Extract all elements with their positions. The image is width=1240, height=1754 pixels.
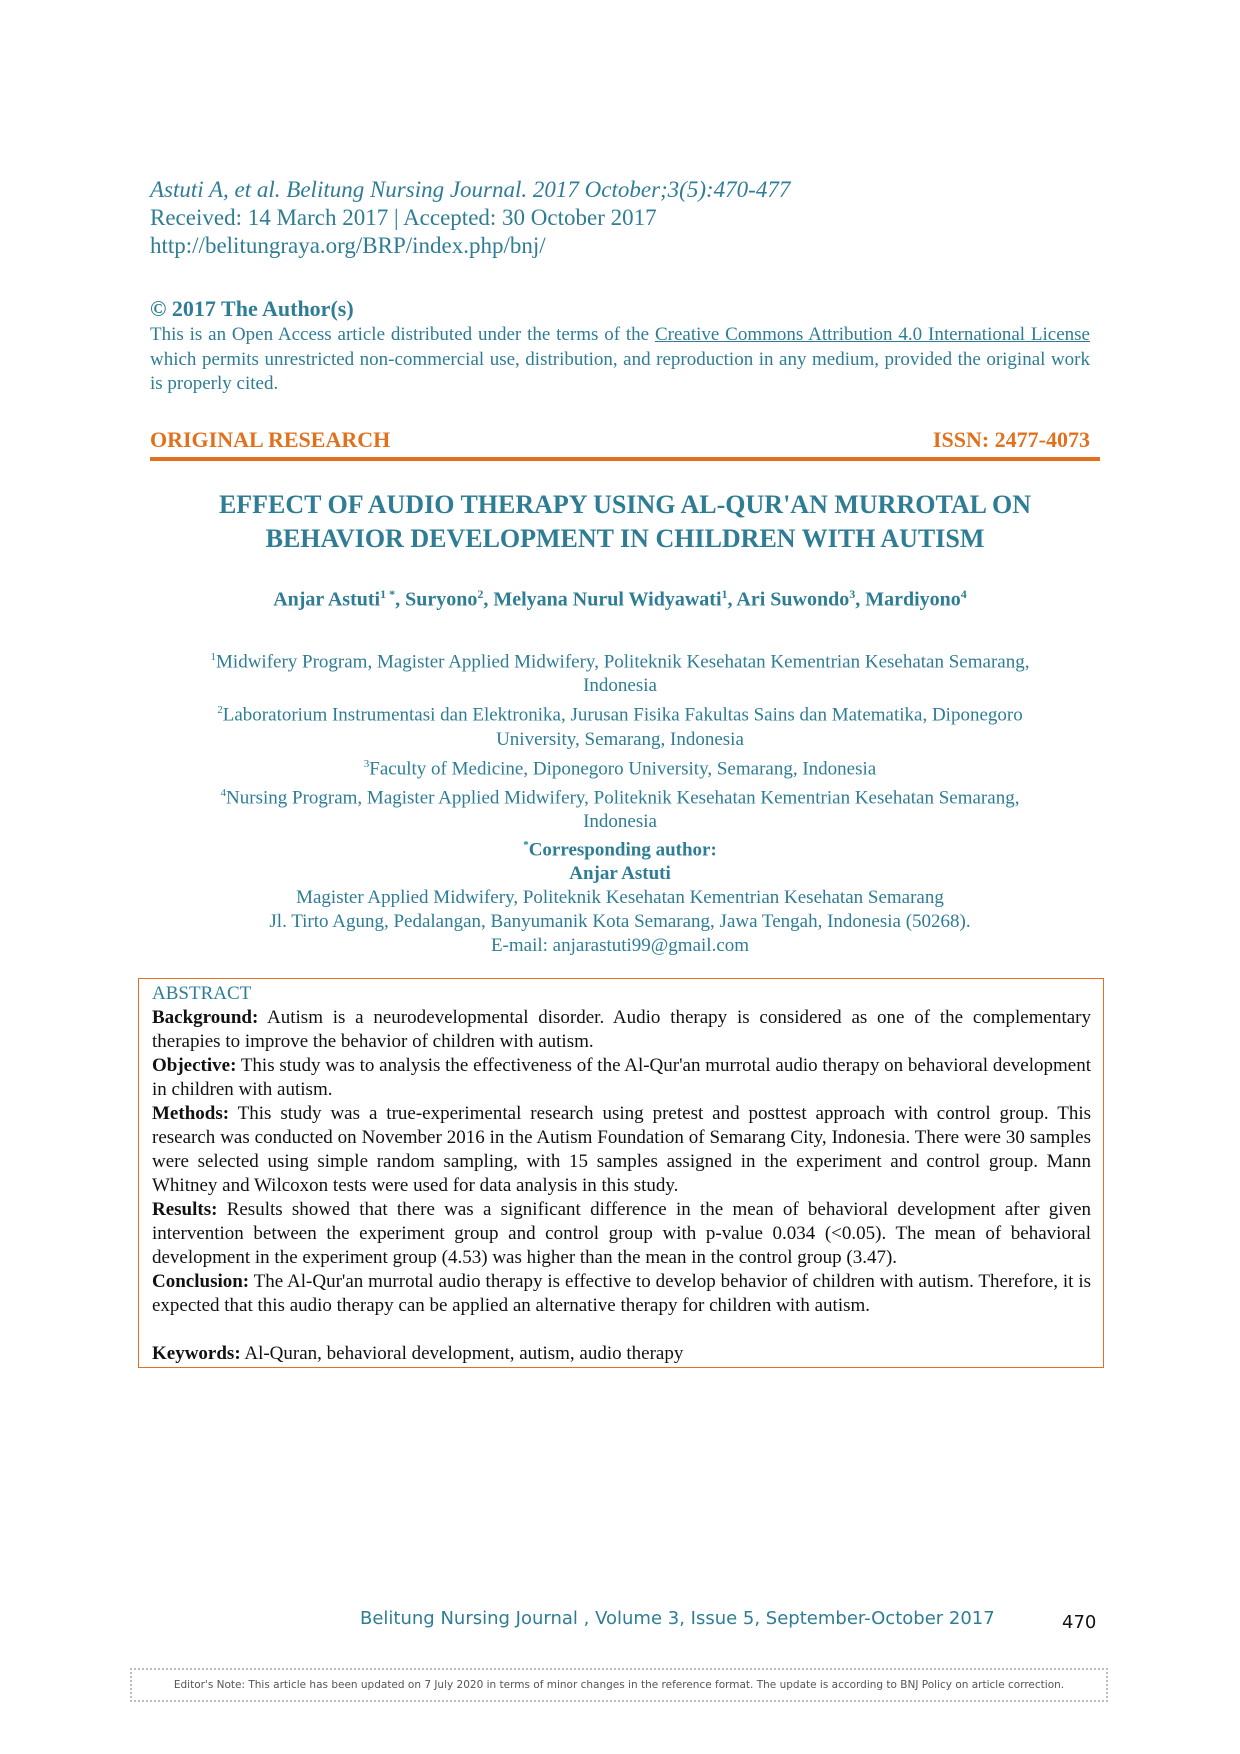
author-name: Anjar Astuti <box>273 588 381 611</box>
author-affiliation-mark: 4 <box>960 587 967 601</box>
author-affiliation-mark: 3 <box>849 587 856 601</box>
abstract-box <box>138 978 1104 1368</box>
license-link[interactable]: Creative Commons Attribution 4.0 International License <box>654 324 1090 345</box>
article-header <box>150 176 1090 260</box>
methods-label: Methods: <box>152 1103 230 1124</box>
license-text-before: This is an Open Access article distributed under the terms of the <box>150 324 655 345</box>
corresponding-author-block <box>150 833 1090 958</box>
abstract-background <box>152 1006 1091 1054</box>
affiliation-item <box>160 645 1080 674</box>
article-type-bar <box>150 425 1100 461</box>
corresponding-address: Jl. Tirto Agung, Pedalangan, Banyumanik Kota Semarang, Jawa Tengah, Indonesia (50268). <box>269 911 971 933</box>
page-number: 470 <box>1062 1612 1097 1633</box>
corresponding-name: Anjar Astuti <box>569 863 671 885</box>
copyright-title: © 2017 The Author(s) <box>150 296 354 321</box>
affiliation-item <box>160 781 1080 810</box>
results-label: Results: <box>152 1199 218 1220</box>
author-affiliation-mark: 1 <box>721 587 728 601</box>
title-line-2: BEHAVIOR DEVELOPMENT IN CHILDREN WITH AUTISM <box>265 524 985 553</box>
corresponding-institution: Magister Applied Midwifery, Politeknik Kesehatan Kementrian Kesehatan Semarang <box>296 887 944 909</box>
corresponding-label <box>150 833 1090 862</box>
author-affiliation-mark: 2 <box>477 587 484 601</box>
abstract-keywords <box>152 1342 1091 1366</box>
objective-label: Objective: <box>152 1055 237 1076</box>
affiliation-number: 1 <box>210 651 217 663</box>
background-text: Autism is a neurodevelopmental disorder. Audio therapy is considered as one of the complementary therapies to improve the behavior of children with autism. <box>152 1007 1091 1052</box>
license-text <box>150 323 1090 397</box>
affiliation-number: 3 <box>363 757 370 770</box>
issn: ISSN: 2477-4073 <box>932 427 1090 452</box>
affiliation-number: 2 <box>217 704 223 717</box>
affiliation-item-continuation: Indonesia <box>583 811 657 833</box>
background-label: Background: <box>152 1007 259 1028</box>
abstract-methods <box>152 1102 1091 1198</box>
affiliation-text: Midwifery Program, Magister Applied Midwifery, Politeknik Kesehatan Kementrian Kesehatan Semarang, <box>216 651 1030 673</box>
copyright-block <box>150 295 1090 397</box>
affiliation-item-continuation: Indonesia <box>583 675 657 697</box>
editor-note: Editor's Note: This article has been updated on 7 July 2020 in terms of minor changes in the reference format. The update is according to BNJ Policy on article correction. <box>130 1668 1108 1702</box>
abstract-results <box>152 1198 1091 1270</box>
conclusion-text: The Al-Qur'an murrotal audio therapy is effective to develop behavior of children with autism. Therefore, it is expected that this audio therapy can be applied an alternative therapy for children with autism. <box>152 1271 1091 1316</box>
abstract-objective <box>152 1054 1091 1102</box>
citation-line: Astuti A, et al. Belitung Nursing Journal. 2017 October;3(5):470-477 <box>150 177 791 202</box>
affiliation-item <box>160 698 1080 727</box>
affiliation-number: 4 <box>220 786 227 799</box>
abstract-conclusion <box>152 1270 1091 1318</box>
paper-title <box>150 488 1100 556</box>
author-name: Ari Suwondo <box>736 588 850 611</box>
author-name: Suryono <box>405 588 478 611</box>
journal-url-link[interactable]: http://belitungraya.org/BRP/index.php/bnj/ <box>150 233 546 258</box>
affiliation-text: Faculty of Medicine, Diponegoro University, Semarang, Indonesia <box>369 757 877 779</box>
affiliation-item-continuation: University, Semarang, Indonesia <box>496 728 744 750</box>
objective-text: This study was to analysis the effectiveness of the Al-Qur'an murrotal audio therapy on behavioral development in children with autism. <box>152 1055 1091 1100</box>
author-affiliation-mark: 1 * <box>380 587 396 601</box>
methods-text: This study was a true-experimental research using pretest and posttest approach with control group. This research was conducted on November 2016 in the Autism Foundation of Semarang City, Indonesia. There were 30 samples were selected using simple random sampling, with 15 samples assigned in the experiment and control group. Mann Whitney and Wilcoxon tests were used for data analysis in this study. <box>152 1103 1091 1196</box>
keywords-text: Al-Quran, behavioral development, autism, audio therapy <box>240 1343 684 1364</box>
article-type: ORIGINAL RESEARCH <box>150 427 391 452</box>
received-accepted-dates: Received: 14 March 2017 | Accepted: 30 October 2017 <box>150 205 657 230</box>
affiliation-item <box>160 752 1080 781</box>
author-name: Melyana Nurul Widyawati <box>493 588 722 611</box>
results-text: Results showed that there was a significant difference in the mean of behavioral development after given intervention between the experiment group and control group with p-value 0.034 (<0.05). The mean of behavioral development in the experiment group (4.53) was higher than the mean in the control group (3.47). <box>152 1199 1091 1268</box>
title-line-1: EFFECT OF AUDIO THERAPY USING AL-QUR'AN MURROTAL ON <box>218 490 1032 519</box>
affiliation-text: Laboratorium Instrumentasi dan Elektronika, Jurusan Fisika Fakultas Sains dan Matematika, Diponegoro <box>222 704 1023 726</box>
footer-journal-info: Belitung Nursing Journal , Volume 3, Issue 5, September-October 2017 <box>360 1608 995 1629</box>
conclusion-label: Conclusion: <box>152 1271 250 1292</box>
keywords-label: Keywords: <box>152 1343 241 1364</box>
author-list: Anjar Astuti$^{1 *}$, Suryono$^2$, Melyana Nurul Widyawati$^1$, Ari Suwondo$^3$, Mardiyono$^4$ <box>273 587 967 611</box>
license-text-after: which permits unrestricted non-commercial use, distribution, and reproduction in any medium, provided the original work is properly cited. <box>150 348 1090 394</box>
corresponding-mark: * <box>523 839 529 851</box>
corresponding-email[interactable]: E-mail: anjarastuti99@gmail.com <box>490 935 750 957</box>
author-name: Mardiyono <box>865 588 961 611</box>
affiliation-list <box>160 645 1080 834</box>
affiliation-text: Nursing Program, Magister Applied Midwifery, Politeknik Kesehatan Kementrian Kesehatan Semarang, <box>226 787 1020 809</box>
abstract-heading: ABSTRACT <box>152 983 252 1004</box>
corresponding-label-text: Corresponding author: <box>528 839 717 861</box>
